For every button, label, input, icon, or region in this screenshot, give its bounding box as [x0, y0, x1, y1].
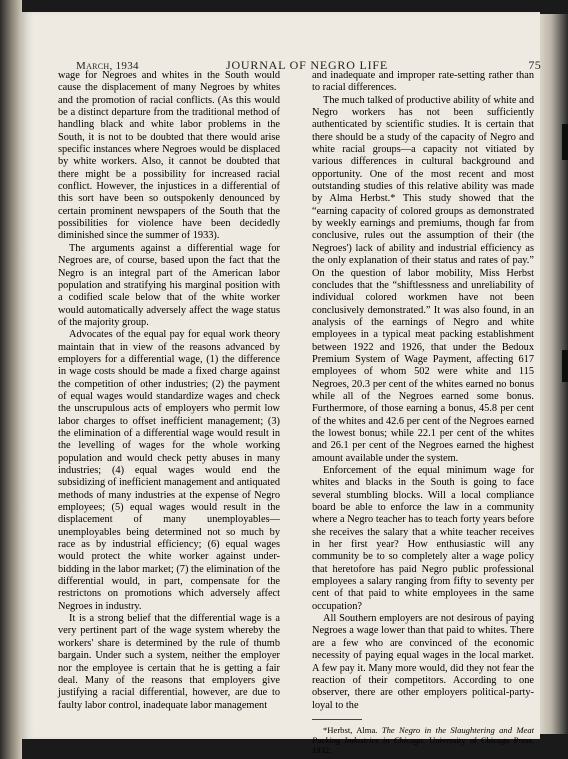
footnote-rule: [312, 719, 362, 720]
adjacent-page-edge: [0, 0, 22, 759]
paragraph: Enforcement of the equal minimum wage for whites and blacks in the South is going to face several stumbling blocks. Will a local compliance board be able to enforce the law in a community where a Negro teacher has to teach forty years before she receives the salary that a white teacher receives in her first year? How enthusiastic will any community be to so completely alter a wage policy that heretofore has paid Negro public professional employees a salary ranging from fifty to seventy per cent of that paid to white employees in the same occupation?: [312, 465, 534, 612]
paragraph: It is a strong belief that the differential wage is a very pertinent part of the wage system whereby the workers' share is determined by the rule of thumb bargain. Under such a system, neither the employer nor the employee is certain that he is getting a fair deal. Many of the reasons that employers give justifying a racial differential, however, are due to faulty labor control, inadequate labor management: [58, 613, 280, 711]
running-head-date: March, 1934: [76, 60, 139, 72]
left-text-column: [58, 70, 280, 712]
paragraph: The arguments against a differential wage for Negroes are, of course, based upon the fact that the Negro is an integral part of the American labor population and stratifying his marginal position with a codified scale below that of the white worker would automatically adversely affect the wage status of the majority group.: [58, 242, 280, 328]
paragraph: The much talked of productive ability of white and Negro workers has not been sufficiently authenticated by scientific studies. It is certain that there should be a study of the capacity of Negro and white racial groups—a capacity not vitiated by various differences in cultural background and opportunity. One of the most recent and most outstanding studies of this relative ability was made by Alma Herbst.* This study showed that the “earning capacity of colored groups as demonstrated by weekly earnings and premiums, though far from conclusive, rules out the assumption of their (the Negroes') lack of ability and industrial efficiency as the only explanation of their status and rates of pay.” On the question of labor mobility, Miss Herbst concludes that the “shiftlessness and unreliability of individual colored workmen have not been conclusively demonstrated.” It was also found, in an analysis of the earnings of Negro and white employees in a typical meat packing establishment between 1922 and 1926, that under the Bedoux Premium System of Wage Payment, affecting 617 employees of whom 502 were white and 115 Negroes, 20.3 per cent of the whites earned no bonus while all of the Negroes earned some bonus. Furthermore, of those earning a bonus, 45.8 per cent of the whites and 42.6 per cent of the Negroes earned the lowest bonus; while 22.1 per cent of the whites and 26.1 per cent of the Negroes earned the highest amount available under the system.: [312, 94, 534, 464]
page-number: 75: [528, 58, 541, 72]
page-tab-marker: [562, 350, 568, 382]
paragraph: and inadequate and improper rate-setting rather than to racial differences.: [312, 70, 534, 94]
footnote-publisher: University of Chicago Press. 1932.: [312, 735, 534, 756]
footnote-book-title: The Negro in the Slaughtering and Meat Packing Industries in Chicago.: [312, 724, 535, 746]
footnote: [312, 725, 534, 756]
footnote-author: *Herbst, Alma.: [323, 724, 378, 735]
paragraph: wage for Negroes and whites in the South would cause the displacement of many Negroes by whites and the promotion of racial conflicts. (As this would be a distinct departure from the traditional method of handling black and white labor problems in the South, it is not to be doubted that there would arise specific instances where Negroes would be displaced by white workers. Also, it cannot be doubted that there might be a possibility for increased racial conflict. However, the injustices in a differential of this sort have been so outspokenly denounced by certain prominent newspapers of the South that the possibilities for violence have been decidedly diminished since the summer of 1933).: [58, 70, 280, 242]
paragraph: All Southern employers are not desirous of paying Negroes a wage lower than that paid to whites. There are a few who are convinced of the economic necessity of paying equal wages in the local market. A few pay it. Many more would, did they not fear the reaction of their competitors. According to one observer, there are other employers political-party-loyal to the: [312, 613, 534, 711]
journal-title: JOURNAL OF NEGRO LIFE: [226, 58, 389, 72]
right-text-column: [312, 70, 534, 756]
paragraph: Advocates of the equal pay for equal work theory maintain that in view of the reasons advanced by employers for a differential wage, (1) the difference in wage costs should be made a fixed charge against the competition of other industries; (2) the payment of equal wages would standardize wages and check the unscrupulous acts of employers who permit low labor charges to offset inefficient management; (3) the elimination of a differential wage would result in the levelling of wages for the whole working population and would check petty abuses in many industries; (4) equal wages would end the subsidizing of inefficient management and antiquated methods of many industries at the expense of Negro employees; (5) equal wages would result in the displacement of many unemployables—unemployables being determined not so much by race as by industrial efficiency; (6) equal wages would protect the white worker against under-bidding in the labor market; (7) the elimination of the differential would, in part, compensate for the restrictons on promotions which adversely affect Negroes in industry.: [58, 329, 280, 612]
page-tab-marker: [562, 124, 568, 160]
